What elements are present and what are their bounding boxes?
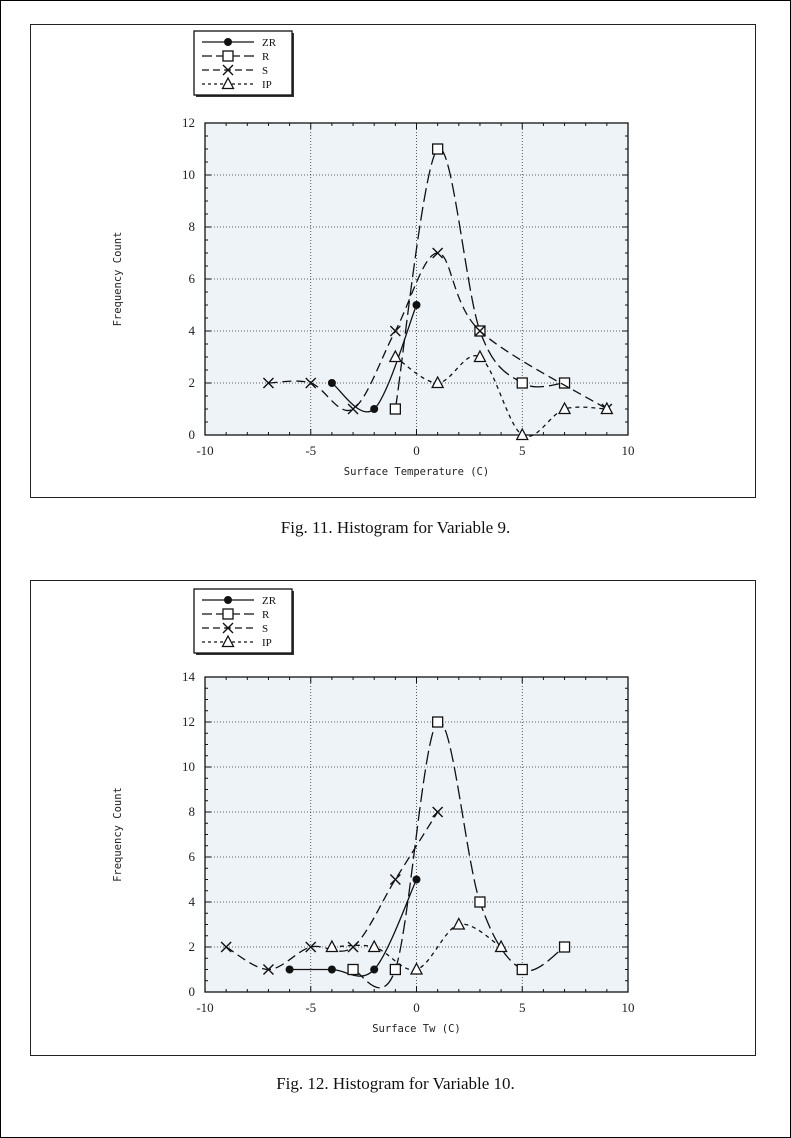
data-point-zr [328, 966, 336, 974]
data-point-r [433, 717, 443, 727]
x-tick-label: 5 [519, 1000, 526, 1015]
data-point-r [390, 965, 400, 975]
figure-11-chart [31, 25, 755, 497]
figure-11-box [30, 24, 756, 498]
data-point-r [560, 942, 570, 952]
x-axis-label: Surface Tw (C) [372, 1023, 461, 1035]
x-tick-label: 10 [621, 443, 635, 458]
y-tick-label: 6 [188, 849, 195, 864]
figure-12-caption: Fig. 12. Histogram for Variable 10. [276, 1074, 515, 1093]
legend-marker-zr [224, 596, 232, 604]
legend-label-zr: ZR [262, 595, 277, 607]
data-point-r [517, 965, 527, 975]
data-point-r [348, 965, 358, 975]
x-tick-label: -5 [305, 443, 317, 458]
data-point-r [433, 144, 443, 154]
data-point-zr [328, 379, 336, 387]
legend-label-r: R [262, 51, 270, 63]
y-tick-label: 4 [188, 323, 195, 338]
y-tick-label: 10 [182, 759, 195, 774]
x-tick-label: -5 [305, 1000, 317, 1015]
y-axis-label: Frequency Count [112, 231, 124, 327]
x-tick-label: 0 [413, 1000, 420, 1015]
y-tick-label: 12 [182, 714, 195, 729]
y-tick-label: 0 [188, 427, 195, 442]
legend-marker-r [223, 51, 233, 61]
data-point-r [475, 897, 485, 907]
legend-marker-zr [224, 38, 232, 46]
y-tick-label: 10 [182, 167, 195, 182]
legend-box [194, 31, 292, 95]
legend-label-ip: IP [262, 79, 272, 91]
legend [194, 589, 294, 655]
y-axis-label: Frequency Count [112, 787, 124, 882]
legend-label-r: R [262, 609, 270, 621]
x-tick-label: 10 [621, 1000, 635, 1015]
data-point-r [390, 404, 400, 414]
figure-12-box [30, 580, 756, 1056]
y-tick-label: 2 [188, 375, 195, 390]
legend [194, 31, 294, 97]
figure-11-caption: Fig. 11. Histogram for Variable 9. [280, 518, 511, 537]
x-tick-label: 0 [413, 443, 420, 458]
y-tick-label: 8 [188, 804, 195, 819]
legend-label-zr: ZR [262, 37, 277, 49]
x-tick-label: 5 [519, 443, 526, 458]
data-point-zr [413, 301, 421, 309]
x-tick-label: -10 [196, 1000, 214, 1015]
legend-label-s: S [262, 623, 269, 635]
data-point-zr [413, 876, 421, 884]
legend-box [194, 589, 292, 653]
y-tick-label: 14 [182, 669, 195, 684]
y-tick-label: 4 [188, 894, 195, 909]
data-point-zr [370, 405, 378, 413]
data-point-zr [370, 966, 378, 974]
legend-label-ip: IP [262, 637, 272, 649]
x-tick-label: -10 [196, 443, 214, 458]
legend-label-s: S [262, 65, 269, 77]
y-tick-label: 6 [188, 271, 195, 286]
y-tick-label: 12 [182, 115, 195, 130]
y-tick-label: 8 [188, 219, 195, 234]
data-point-r [560, 378, 570, 388]
x-axis-label: Surface Temperature (C) [343, 466, 490, 478]
figure-12-chart [31, 581, 755, 1055]
y-tick-label: 2 [188, 939, 195, 954]
data-point-zr [286, 966, 294, 974]
y-tick-label: 0 [188, 984, 195, 999]
legend-marker-r [223, 609, 233, 619]
data-point-r [517, 378, 527, 388]
